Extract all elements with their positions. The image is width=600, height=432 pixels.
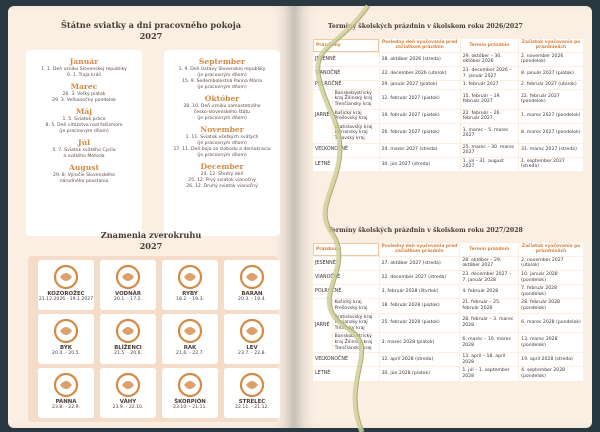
zodiac-card: [38, 368, 94, 418]
holidays-panel-left: [26, 50, 142, 236]
table-cell: 1. júl – 31. august 2027: [461, 158, 518, 171]
table-cell: 2. február 2027 (utorok): [519, 81, 583, 89]
zodiac-dates: 23.7. - 22.8.: [238, 351, 266, 356]
zodiac-dates: 21.5. - 20.6.: [114, 351, 142, 356]
holiday-type: LETNÉ: [313, 367, 379, 380]
table-cell: 30. jún 2028 (piatok): [380, 367, 460, 380]
holiday-type: LETNÉ: [313, 158, 379, 171]
zodiac-name: BÝK: [60, 345, 72, 351]
holiday-line: 1. 1. Deň vzniku Slovenskej republiky: [41, 67, 127, 72]
table-cell: 13. marec 2028 (pondelok): [519, 333, 583, 352]
zodiac-dates: 21.6. - 22.7.: [176, 351, 204, 356]
holiday-type: VEĽKONOČNÉ: [313, 144, 379, 157]
holiday-line: (je pracovným dňom): [197, 85, 247, 90]
holiday-line: (je pracovným dňom): [197, 141, 247, 146]
table-cell: 25. marec – 30. marec 2027: [461, 144, 518, 157]
holiday-line: (je pracovným dňom): [197, 153, 247, 158]
holidays-column-1: [26, 50, 142, 185]
holiday-type: JARNÉ: [313, 90, 332, 143]
leo-icon: [237, 317, 267, 345]
table-cell: 26. február 2027 (piatok): [380, 124, 460, 143]
table-header: Termín prázdnin: [461, 39, 518, 52]
holiday-line: národného povstania: [59, 179, 109, 184]
table-row: [313, 144, 583, 157]
zodiac-name: VODNÁR: [115, 291, 141, 297]
table-header: Začiatok vyučovania po prázdninách: [519, 243, 583, 256]
gemini-icon: [113, 317, 143, 345]
left-page: [8, 6, 294, 428]
table-row: [313, 158, 583, 171]
table-cell: 19. apríl 2028 (streda): [519, 353, 583, 366]
zodiac-dates: 20.1. - 17.2.: [114, 297, 142, 302]
table-row: [313, 285, 583, 298]
holiday-month: November: [200, 125, 244, 134]
holiday-type: JESENNÉ: [313, 53, 379, 66]
holidays-title: Štátne sviatky a dni pracovného pokoja 2027: [61, 20, 241, 41]
aries-icon: [237, 263, 267, 291]
table-row: [313, 81, 583, 89]
table-cell: 31. marec 2027 (streda): [519, 144, 583, 157]
capricorn-icon: [51, 263, 81, 291]
zodiac-card: [224, 368, 280, 418]
holiday-line: 6. 1. Traja králi: [67, 73, 101, 78]
table-cell: 23. december 2027 – 7. január 2028: [460, 271, 518, 284]
holiday-line: 8. 5. Deň víťazstva nad fašizmom: [45, 123, 123, 128]
table-row: [313, 367, 583, 380]
holiday-month: September: [198, 57, 246, 66]
zodiac-dates: 18.2. - 19.3.: [176, 297, 204, 302]
table-cell: 1. február 2027: [461, 81, 518, 89]
zodiac-card: [162, 314, 218, 364]
holiday-month: Január: [69, 57, 99, 66]
holiday-line: 29. 8. Výročie Slovenského: [53, 173, 115, 178]
table-header: Termín prázdnin: [460, 243, 518, 256]
table-row: [313, 271, 583, 284]
holiday-line: 1. 5. Sviatok práce: [62, 117, 106, 122]
holiday-line: 5. 7. Sviatok svätého Cyrila: [52, 148, 116, 153]
table-cell: 1. marec 2027 (pondelok): [519, 110, 583, 123]
table-cell: 18. február 2028 (piatok): [380, 299, 460, 312]
table-cell: 8. marec 2027 (pondelok): [519, 124, 583, 143]
zodiac-card: [224, 260, 280, 310]
zodiac-dates: 20.3. - 19.4.: [238, 297, 266, 302]
scorpio-icon: [175, 371, 205, 399]
holidays-table-2026-2027: [312, 38, 584, 172]
holidays-table-2027-2028: [312, 242, 584, 382]
table-cell: 28. október 2026 (streda): [380, 53, 460, 66]
table-cell: Bratislavský kraj Nitriansky kraj Trnavský kraj: [333, 124, 379, 143]
right-page: [294, 6, 592, 428]
holiday-type: JESENNÉ: [313, 257, 379, 270]
zodiac-title: Znamenia zverokruhu 2027: [100, 230, 202, 251]
table-cell: Banskobystrický kraj Žilinský kraj Trenčiansky kraj: [333, 333, 379, 352]
table-cell: 29. január 2027 (piatok): [380, 81, 460, 89]
table-cell: 28. február 2028 (pondelok): [519, 299, 583, 312]
table-cell: 28. február – 3. marec 2028: [460, 314, 518, 333]
aquarius-icon: [113, 263, 143, 291]
holiday-line: (je pracovným dňom): [197, 116, 247, 121]
holiday-line: 1. 9. Deň Ústavy Slovenskej republiky: [178, 67, 266, 72]
table-cell: 8. január 2027 (piatok): [519, 67, 583, 80]
zodiac-dates: 23.8. - 22.9.: [52, 405, 80, 410]
table-cell: 1. marec – 5. marec 2027: [461, 124, 518, 143]
zodiac-card: [162, 260, 218, 310]
zodiac-dates: 23.9. - 22.10.: [112, 405, 144, 410]
table-row: [313, 299, 583, 312]
holiday-line: česko-slovenského štátu: [193, 110, 251, 115]
table-row: [313, 53, 583, 66]
table-cell: 10. január 2028 (pondelok): [519, 271, 583, 284]
holiday-type: VIANOČNÉ: [313, 271, 379, 284]
holiday-line: (je pracovným dňom): [59, 129, 109, 134]
holiday-line: 1. 11. Sviatok všetkých svätých: [185, 135, 259, 140]
table-cell: 3. február 2028 (štvrtok): [380, 285, 460, 298]
libra-icon: [113, 371, 143, 399]
holiday-month: Máj: [75, 107, 93, 116]
table-cell: 2. november 2027 (utorok): [519, 257, 583, 270]
table-cell: 1. júl – 1. september 2028: [460, 367, 518, 380]
table-cell: Košický kraj Prešovský kraj: [333, 110, 379, 123]
sagittarius-icon: [237, 371, 267, 399]
holiday-month: Október: [204, 94, 240, 103]
table-cell: 4. február 2028: [460, 285, 518, 298]
zodiac-dates: 20.4. - 20.5.: [52, 351, 80, 356]
zodiac-dates: 21.12.2026 - 19.1.2027: [38, 297, 94, 302]
holiday-type: VEĽKONOČNÉ: [313, 353, 379, 366]
holiday-line: (je pracovným dňom): [197, 73, 247, 78]
table-cell: 15. február – 19. február 2027: [461, 90, 518, 109]
zodiac-name: RAK: [183, 345, 197, 351]
holiday-line: 26. 3. Veľký piatok: [62, 92, 106, 97]
holiday-month: Júl: [78, 138, 90, 147]
table-cell: 22. december 2027 (streda): [380, 271, 460, 284]
table-cell: 21. február – 25. február 2028: [460, 299, 518, 312]
cancer-icon: [175, 317, 205, 345]
table-row: [313, 67, 583, 80]
table1-title: Termíny školských prázdnin v školskom roku 2026/2027: [328, 23, 523, 30]
zodiac-name: RYBY: [182, 291, 198, 297]
zodiac-card: [224, 314, 280, 364]
zodiac-card: [100, 260, 156, 310]
table-header: Prázdniny: [313, 39, 379, 52]
taurus-icon: [51, 317, 81, 345]
table-cell: 1. september 2027 (streda): [519, 158, 583, 171]
table-cell: 2. november 2026 (pondelok): [519, 53, 583, 66]
table-cell: 19. február 2027 (piatok): [380, 110, 460, 123]
table-header: Prázdniny: [313, 243, 379, 256]
zodiac-name: PANNA: [55, 399, 77, 405]
table-row: [313, 124, 583, 143]
table-cell: Košický kraj Prešovský kraj: [333, 299, 379, 312]
table-row: [313, 333, 583, 352]
table-row: [313, 90, 583, 109]
table-cell: 7. február 2028 (pondelok): [519, 285, 583, 298]
table-cell: 24. marec 2027 (streda): [380, 144, 460, 157]
table-cell: Banskobystrický kraj Žilinský kraj Trenčiansky kraj: [333, 90, 379, 109]
holiday-type: POLROČNÉ: [313, 285, 379, 298]
table-cell: 4. september 2028 (pondelok): [519, 367, 583, 380]
holiday-month: Marec: [70, 82, 98, 91]
table-cell: 6. marec 2028 (pondelok): [519, 314, 583, 333]
zodiac-name: BARAN: [241, 291, 263, 297]
holiday-line: 24. 12. Štedrý deň: [200, 172, 244, 177]
table-cell: 22. február – 26. február 2027: [461, 110, 518, 123]
holiday-type: JARNÉ: [313, 299, 332, 352]
table-header: Posledný deň vyučovania pred začiatkom prázdnin: [380, 39, 460, 52]
table-cell: 12. apríl 2028 (streda): [380, 353, 460, 366]
table-cell: 22. február 2027 (pondelok): [519, 90, 583, 109]
holiday-line: 25. 12. Prvý sviatok vianočný: [188, 178, 256, 183]
zodiac-dates: 23.10. - 21.11.: [173, 405, 207, 410]
zodiac-card: [100, 368, 156, 418]
zodiac-name: VÁHY: [119, 399, 137, 405]
table-cell: 13. apríl – 18. apríl 2028: [460, 353, 518, 366]
table-row: [313, 110, 583, 123]
pisces-icon: [175, 263, 205, 291]
holidays-panel-right: [164, 50, 280, 236]
table-cell: 27. október 2027 (streda): [380, 257, 460, 270]
holiday-line: 29. 3. Veľkonočný pondelok: [52, 98, 116, 103]
zodiac-name: BLÍŽENCI: [114, 345, 142, 351]
table-row: [313, 257, 583, 270]
table2-title: Termíny školských prázdnin v školskom roku 2027/2028: [328, 227, 523, 234]
holiday-line: 15. 9. Sedembolestná Panna Mária: [181, 79, 262, 84]
zodiac-card: [100, 314, 156, 364]
table-row: [313, 314, 583, 333]
table-cell: 3. marec 2028 (piatok): [380, 333, 460, 352]
zodiac-name: LEV: [246, 345, 258, 351]
zodiac-name: ŠKORPIÓN: [174, 399, 206, 405]
zodiac-card: [162, 368, 218, 418]
zodiac-grid: [28, 256, 278, 422]
holiday-line: 26. 12. Druhý sviatok vianočný: [186, 184, 258, 189]
zodiac-name: STRELEC: [238, 399, 266, 405]
virgo-icon: [51, 371, 81, 399]
holidays-column-2: [164, 50, 280, 190]
holiday-month: December: [200, 162, 244, 171]
table-cell: 30. jún 2027 (streda): [380, 158, 460, 171]
holiday-month: August: [68, 163, 100, 172]
zodiac-card: [38, 314, 94, 364]
holiday-line: a svätého Metoda: [63, 154, 105, 159]
zodiac-dates: 22.11. - 21.12.: [235, 405, 269, 410]
table-header: Posledný deň vyučovania pred začiatkom prázdnin: [380, 243, 460, 256]
zodiac-name: KOZOROŽEC: [47, 291, 85, 297]
holiday-line: 17. 11. Deň boja za slobodu a demokraciu: [173, 147, 271, 152]
table-cell: 28. október – 29. október 2027: [460, 257, 518, 270]
table-header: Začiatok vyučovania po prázdninách: [519, 39, 583, 52]
table-cell: 25. február 2028 (piatok): [380, 314, 460, 333]
table-cell: 23. december 2026 – 7. január 2027: [461, 67, 518, 80]
holiday-line: 28. 10. Deň vzniku samostatného: [183, 104, 261, 109]
table-cell: 6. marec – 10. marec 2028: [460, 333, 518, 352]
table-cell: Bratislavský kraj Nitriansky kraj Trnavský kraj: [333, 314, 379, 333]
table-cell: 29. október – 30. október 2026: [461, 53, 518, 66]
holiday-type: POLROČNÉ: [313, 81, 379, 89]
table-cell: 12. február 2027 (piatok): [380, 90, 460, 109]
holiday-type: VIANOČNÉ: [313, 67, 379, 80]
table-row: [313, 353, 583, 366]
table-cell: 22. december 2026 (utorok): [380, 67, 460, 80]
zodiac-card: [38, 260, 94, 310]
